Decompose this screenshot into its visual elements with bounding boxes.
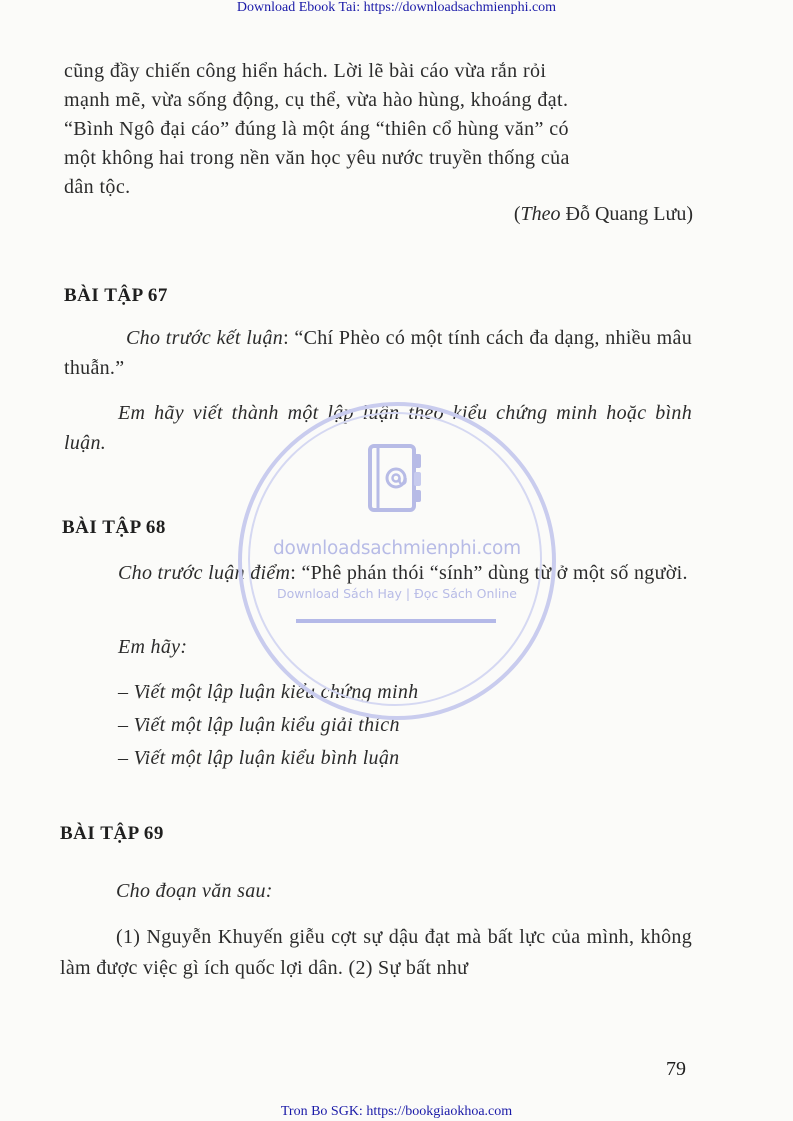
exercise-68-title: BÀI TẬP 68 (62, 517, 166, 538)
prompt-label: Cho trước luận điểm (118, 562, 291, 584)
watermark-site-name: downloadsachmienphi.com (273, 538, 521, 559)
exercise-67-task: Em hãy viết thành một lập luận theo kiểu chứng minh hoặc bình luận. (64, 402, 692, 454)
exercise-69-text: (1) Nguyễn Khuyến giễu cợt sự dậu đạt mà bất lực của mình, không làm được việc gì ích quốc lợi dân. (2) Sự bất như (60, 926, 692, 979)
intro-line: cũng đầy chiến công hiển hách. Lời lẽ bài cáo vừa rắn rỏi (64, 60, 547, 82)
watermark-tagline: Download Sách Hay | Đọc Sách Online (277, 586, 517, 601)
intro-line: “Bình Ngô đại cáo” đúng là một áng “thiên cổ hùng văn” có (64, 118, 569, 140)
intro-paragraph (64, 57, 694, 202)
exercise-69-title: BÀI TẬP 69 (60, 823, 164, 844)
exercise-67-prompt (64, 323, 692, 383)
watermark-bar (296, 619, 496, 623)
prompt-text: : “Chí Phèo có một tính cách đa dạng, nhiều mâu thuẫn.” (64, 327, 692, 379)
exercise-68-list (118, 676, 418, 775)
intro-line: một không hai trong nền văn học yêu nước truyền thống của (64, 147, 570, 169)
source-citation: (Theo Đỗ Quang Lưu) (513, 203, 693, 225)
intro-line: dân tộc. (64, 176, 131, 198)
intro-line: mạnh mẽ, vừa sống động, cụ thể, vừa hào hùng, khoáng đạt. (64, 89, 569, 111)
exercise-68-task: Em hãy: (118, 636, 188, 658)
list-item: – Viết một lập luận kiểu bình luận (118, 747, 400, 769)
page-number: 79 (666, 1058, 686, 1080)
list-item: – Viết một lập luận kiểu giải thích (118, 714, 400, 736)
exercise-69-prompt: Cho đoạn văn sau: (116, 880, 273, 902)
prompt-text: : “Phê phán thói “sính” dùng từ ở một số người. (290, 562, 688, 584)
header-download-link[interactable]: Download Ebook Tai: https://downloadsachmienphi.com (236, 0, 557, 15)
source-theo: Theo (520, 203, 561, 225)
exercise-68-prompt (62, 558, 692, 588)
exercise-67-title: BÀI TẬP 67 (64, 285, 168, 306)
list-item: – Viết một lập luận kiểu chứng minh (118, 681, 419, 703)
prompt-label: Cho trước kết luận (126, 327, 284, 349)
footer-sgk-link[interactable]: Tron Bo SGK: https://bookgiaokhoa.com (280, 1104, 513, 1119)
